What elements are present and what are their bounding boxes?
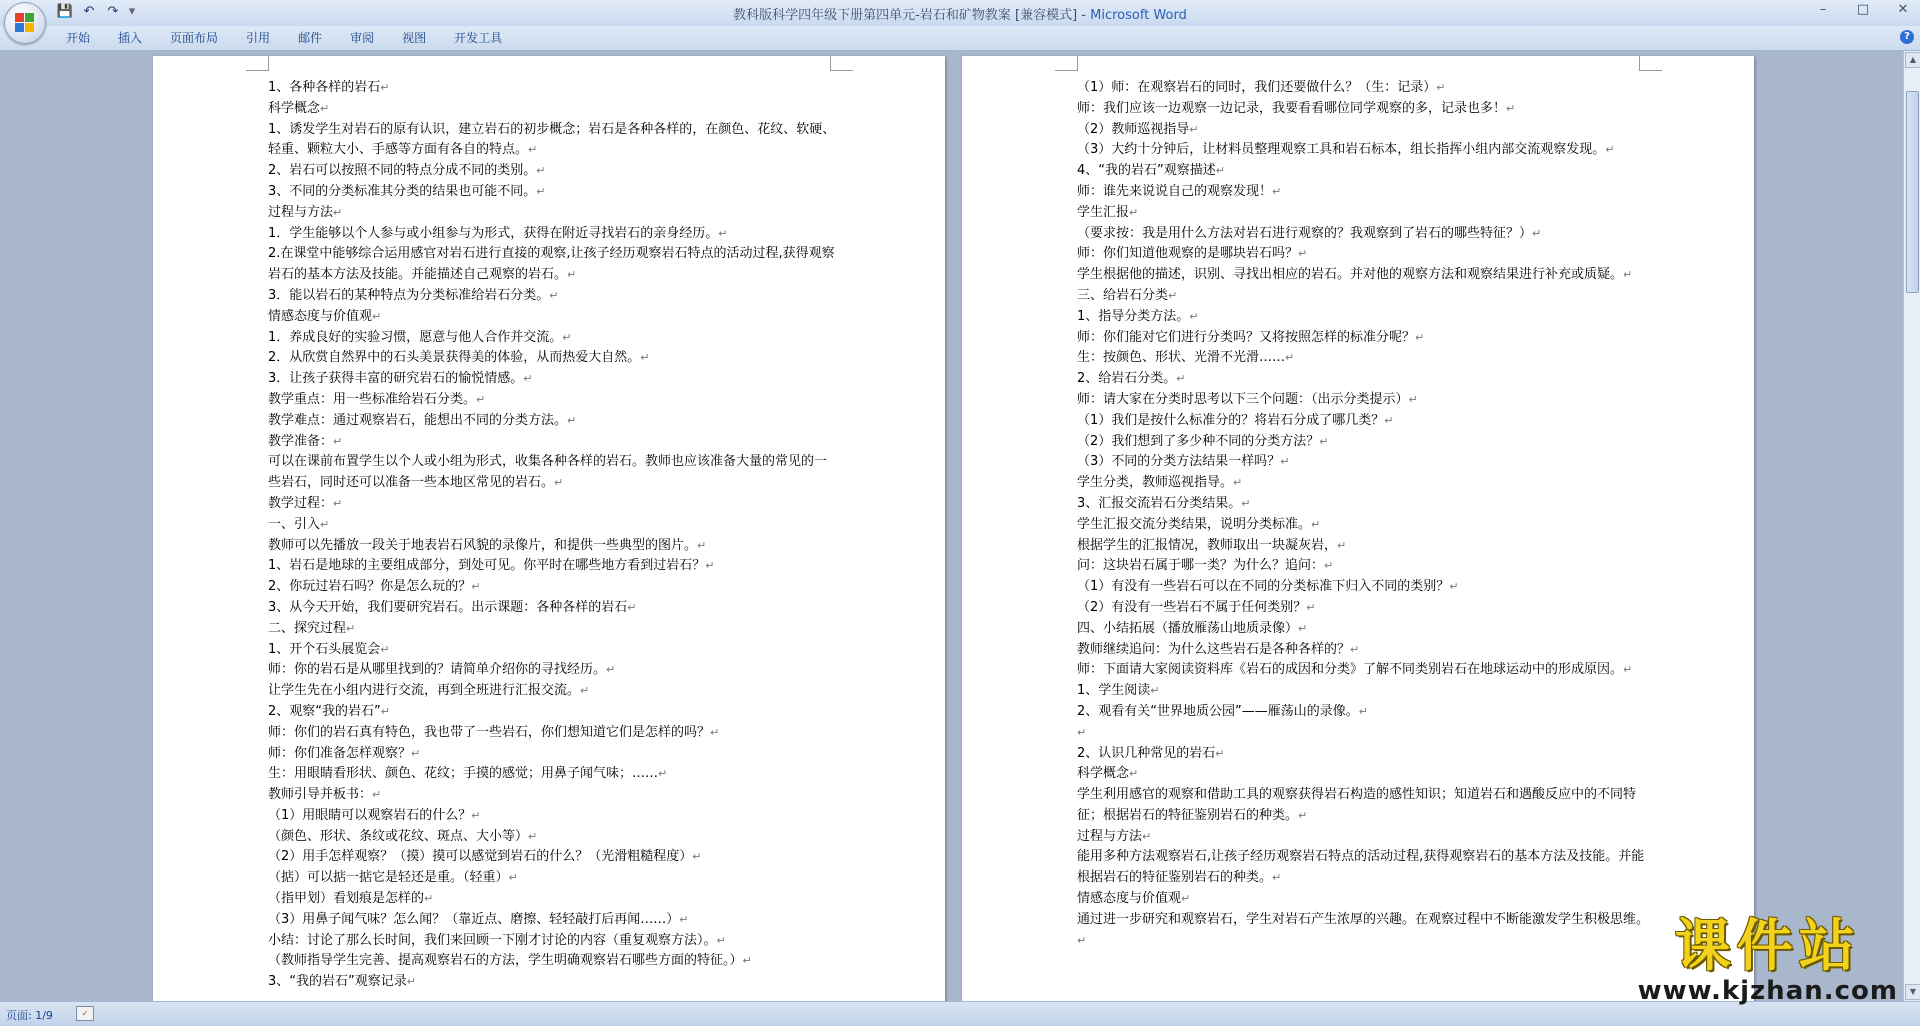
watermark-url: www.kjzhan.com [1637, 976, 1898, 1006]
paragraph [268, 494, 838, 515]
paragraph-text: 2、观察“我的岩石” [268, 703, 381, 719]
paragraph-text: （2）有没有一些岩石不属于任何类别？ [1077, 599, 1307, 615]
paragraph [268, 120, 838, 162]
window-controls [1812, 2, 1914, 17]
paragraph [1077, 847, 1652, 889]
paragraph [1077, 99, 1652, 120]
paragraph-text: 师：下面请大家阅读资料库《岩石的成因和分类》了解不同类别岩石在地球运动中的形成原因。 [1077, 662, 1624, 678]
paragraph-mark-icon: ↵ [1449, 580, 1459, 594]
paragraph [1077, 473, 1652, 494]
paragraph-text: 三、给岩石分类 [1077, 287, 1169, 303]
paragraph-mark-icon: ↵ [380, 642, 390, 656]
paragraph-mark-icon: ↵ [528, 143, 538, 157]
document-page-2[interactable] [962, 56, 1754, 1001]
paragraph-text: 1、开个石头展览会 [268, 641, 381, 657]
paragraph-text: 根据学生的汇报情况，教师取出一块凝灰岩， [1077, 537, 1338, 553]
paragraph-mark-icon: ↵ [411, 746, 421, 760]
paragraph-mark-icon: ↵ [1298, 247, 1308, 261]
paragraph-mark-icon: ↵ [476, 392, 486, 406]
paragraph-mark-icon: ↵ [523, 372, 533, 386]
paragraph-mark-icon: ↵ [658, 767, 668, 781]
paragraph [1077, 182, 1652, 203]
paragraph-mark-icon: ↵ [1077, 725, 1087, 739]
paragraph-mark-icon: ↵ [679, 912, 689, 926]
site-watermark [1637, 914, 1898, 1006]
paragraph-text: 能用多种方法观察岩石,让孩子经历观察岩石特点的活动过程,获得观察岩石的基本方法及技能。并能根据岩石的特征鉴别岩石的种类。 [1077, 849, 1645, 886]
paragraph-text: （1）用眼睛可以观察岩石的什么？ [268, 807, 472, 823]
paragraph-mark-icon: ↵ [1324, 559, 1334, 573]
paragraph-text: 1、学生阅读 [1077, 683, 1151, 699]
paragraph [1077, 286, 1652, 307]
paragraph-mark-icon: ↵ [536, 164, 546, 178]
paragraph-mark-icon: ↵ [1436, 81, 1446, 94]
paragraph-text: 学生分类，教师巡视指导。 [1077, 475, 1234, 491]
paragraph-text: 2．从欣赏自然界中的石头美景获得美的体验，从而热爱大自然。 [268, 350, 641, 366]
redo-icon[interactable]: ↷ [107, 4, 119, 19]
paragraph [268, 369, 838, 390]
paragraph-mark-icon: ↵ [471, 808, 481, 822]
tab-view[interactable]: 视图 [402, 31, 427, 45]
paragraph-mark-icon: ↵ [508, 871, 518, 885]
paragraph [1077, 224, 1652, 245]
paragraph [1077, 432, 1652, 453]
vertical-scrollbar[interactable] [1903, 51, 1920, 1001]
paragraph-text: 可以在课前布置学生以个人或小组为形式，收集各种各样的岩石。教师也应该准备大量的常见的一些岩石，同时还可以准备一些本地区常见的岩石。 [268, 454, 828, 491]
paragraph [1077, 764, 1652, 785]
paragraph-mark-icon: ↵ [606, 663, 616, 677]
paragraph-mark-icon: ↵ [372, 309, 382, 323]
paragraph [1077, 348, 1652, 369]
paragraph-text: 四、小结拓展（播放雁荡山地质录像） [1077, 620, 1299, 636]
maximize-button[interactable]: □ [1856, 2, 1870, 17]
document-area [0, 51, 1904, 1001]
paragraph-mark-icon: ↵ [1129, 767, 1139, 781]
paragraph [1077, 244, 1652, 265]
paragraph [268, 972, 838, 993]
paragraph-text: 科学概念 [268, 100, 321, 116]
tab-insert[interactable]: 插入 [118, 31, 143, 45]
paragraph [268, 432, 838, 453]
undo-icon[interactable]: ↶ [83, 4, 95, 19]
paragraph [1077, 265, 1652, 286]
paragraph-mark-icon: ↵ [718, 226, 728, 240]
paragraph-text: 师：你们准备怎样观察？ [268, 745, 412, 761]
paragraph-text: （3）用鼻子闻气味？怎么闻？（靠近点、磨擦、轻轻敲打后再闻……） [268, 911, 680, 927]
close-button[interactable]: ✕ [1897, 2, 1909, 17]
paragraph-text: 师：你们的岩石真有特色，我也带了一些岩石，你们想知道它们是怎样的吗？ [268, 724, 711, 740]
paragraph-mark-icon: ↵ [1129, 205, 1139, 219]
paragraph-mark-icon: ↵ [1319, 434, 1329, 448]
paragraph [268, 536, 838, 557]
paragraph-text: （掂）可以掂一掂它是轻还是重。（轻重） [268, 870, 509, 886]
paragraph-mark-icon: ↵ [333, 496, 343, 510]
paragraph [1077, 120, 1652, 141]
paragraph-text: 一、引入 [268, 516, 321, 532]
paragraph-text: 教学准备： [268, 433, 334, 449]
paragraph-mark-icon: ↵ [471, 580, 481, 594]
paragraph-text: （3）大约十分钟后，让材料员整理观察工具和岩石标本，组长指挥小组内部交流观察发现。 [1077, 142, 1606, 158]
paragraph-mark-icon: ↵ [627, 600, 637, 614]
paragraph-mark-icon: ↵ [580, 684, 590, 698]
paragraph-text: 1．学生能够以个人参与或小组参与为形式，获得在附近寻找岩石的亲身经历。 [268, 225, 719, 241]
page-margin-corner [1639, 56, 1662, 71]
paragraph-mark-icon: ↵ [333, 205, 343, 219]
paragraph-mark-icon: ↵ [372, 788, 382, 802]
proofing-icon[interactable]: ✓ [76, 1006, 94, 1021]
paragraph-text: （颜色、形状、条纹或花纹、斑点、大小等） [268, 828, 529, 844]
paragraph-text: （2）教师巡视指导 [1077, 121, 1190, 137]
paragraph-text: 3、汇报交流岩石分类结果。 [1077, 495, 1242, 511]
paragraph [268, 744, 838, 765]
qat-customize-icon[interactable]: ▾ [128, 4, 136, 19]
paragraph-text: 教师继续追问：为什么这些岩石是各种各样的？ [1077, 641, 1351, 657]
paragraph [1077, 78, 1652, 99]
paragraph-mark-icon: ↵ [1215, 164, 1225, 178]
paragraph-mark-icon: ↵ [1605, 143, 1615, 157]
paragraph-mark-icon: ↵ [1189, 309, 1199, 323]
help-icon[interactable]: ? [1900, 30, 1914, 44]
paragraph-text: 情感态度与价值观 [1077, 891, 1182, 907]
paragraph [268, 286, 838, 307]
document-title: 教科版科学四年级下册第四单元-岩石和矿物教案 [兼容模式] [733, 8, 1078, 23]
paragraph-text: 教学过程： [268, 495, 334, 511]
paragraph-text: 1、岩石是地球的主要组成部分，到处可见。你平时在哪些地方看到过岩石？ [268, 558, 706, 574]
paragraph-text: 生：用眼睛看形状、颜色、花纹；手摸的感觉；用鼻子闻气味；…… [268, 766, 659, 782]
paragraph [268, 764, 838, 785]
paragraph [1077, 369, 1652, 390]
paragraph-mark-icon: ↵ [1337, 538, 1347, 552]
paragraph [1077, 640, 1652, 661]
paragraph-text: （指甲划）看划痕是怎样的 [268, 891, 425, 907]
paragraph [1077, 723, 1652, 744]
paragraph-mark-icon: ↵ [1272, 871, 1282, 885]
paragraph [1077, 515, 1652, 536]
paragraph [1077, 494, 1652, 515]
paragraph [268, 307, 838, 328]
paragraph-mark-icon: ↵ [562, 330, 572, 344]
paragraph-mark-icon: ↵ [1168, 288, 1178, 302]
paragraph-mark-icon: ↵ [380, 704, 390, 718]
paragraph [268, 681, 838, 702]
status-bar [0, 1001, 1920, 1026]
paragraph [268, 348, 838, 369]
paragraph [268, 806, 838, 827]
page-1-text[interactable] [268, 78, 838, 993]
paragraph-mark-icon: ↵ [1350, 642, 1360, 656]
window-title [0, 4, 1920, 23]
paragraph-text: 科学概念 [1077, 766, 1130, 782]
paragraph-mark-icon: ↵ [1415, 330, 1425, 344]
paragraph [1077, 452, 1652, 473]
paragraph-text: 通过进一步研究和观察岩石，学生对岩石产生浓厚的兴趣。在观察过程中不断能激发学生积极思维。 [1077, 911, 1650, 927]
paragraph-text: 教师引导并板书： [268, 787, 373, 803]
paragraph [1077, 161, 1652, 182]
paragraph-mark-icon: ↵ [1150, 684, 1160, 698]
paragraph [268, 411, 838, 432]
paragraph-mark-icon: ↵ [567, 413, 577, 427]
paragraph [268, 619, 838, 640]
paragraph-mark-icon: ↵ [1298, 808, 1308, 822]
paragraph-text: 4、“我的岩石”观察描述 [1077, 163, 1216, 179]
page-count[interactable]: 页面: 1/9 [6, 1009, 53, 1022]
tab-developer[interactable]: 开发工具 [454, 31, 503, 45]
paragraph-mark-icon: ↵ [1189, 122, 1199, 136]
paragraph-text: 3、不同的分类标准其分类的结果也可能不同。 [268, 183, 537, 199]
paragraph-text: 3、“我的岩石”观察记录 [268, 974, 407, 990]
paragraph [1077, 889, 1652, 910]
paragraph-mark-icon: ↵ [1272, 184, 1282, 198]
paragraph [268, 390, 838, 411]
tab-review[interactable]: 审阅 [350, 31, 375, 45]
paragraph [268, 889, 838, 910]
paragraph-text: （1）有没有一些岩石可以在不同的分类标准下归入不同的类别？ [1077, 579, 1450, 595]
paragraph-text: 3．能以岩石的某种特点为分类标准给岩石分类。 [268, 287, 550, 303]
watermark-title: 课件站 [1674, 914, 1861, 979]
paragraph [268, 931, 838, 952]
paragraph-mark-icon: ↵ [640, 351, 650, 365]
paragraph-mark-icon: ↵ [333, 434, 343, 448]
paragraph-text: 教学难点：通过观察岩石，能想出不同的分类方法。 [268, 412, 568, 428]
page-2-text[interactable] [1077, 78, 1652, 951]
paragraph-text: 师：我们应该一边观察一边记录，我要看看哪位同学观察的多，记录也多！ [1077, 100, 1507, 116]
paragraph-text: 过程与方法 [268, 204, 334, 220]
paragraph [1077, 140, 1652, 161]
minimize-button[interactable]: – [1819, 2, 1827, 17]
paragraph-text: 师：你的岩石是从哪里找到的？请简单介绍你的寻找经历。 [268, 662, 607, 678]
page-margin-corner [830, 56, 853, 71]
paragraph-mark-icon: ↵ [1176, 372, 1186, 386]
paragraph-text: 师：请大家在分类时思考以下三个问题：（出示分类提示） [1077, 391, 1409, 407]
paragraph-text: （教师指导学生完善、提高观察岩石的方法，学生明确观察岩石哪些方面的特征。） [268, 953, 743, 969]
paragraph-text: 2.在课堂中能够综合运用感官对岩石进行直接的观察,让孩子经历观察岩石特点的活动过程,获得观察岩石的基本方法及技能。并能描述自己观察的岩石。 [268, 246, 835, 283]
office-button[interactable] [4, 2, 46, 44]
ribbon-tab-list [52, 30, 516, 46]
paragraph [268, 827, 838, 848]
paragraph [268, 785, 838, 806]
paragraph-text: 3、从今天开始，我们要研究岩石。出示课题：各种各样的岩石 [268, 599, 628, 615]
paragraph-mark-icon: ↵ [1215, 746, 1225, 760]
paragraph-text: 2、你玩过岩石吗？你是怎么玩的？ [268, 579, 472, 595]
paragraph-mark-icon: ↵ [320, 517, 330, 531]
paragraph [1077, 556, 1652, 577]
page-margin-corner [246, 56, 269, 71]
paragraph [1077, 702, 1652, 723]
paragraph-mark-icon: ↵ [424, 892, 434, 906]
paragraph-mark-icon: ↵ [1233, 476, 1243, 490]
paragraph-text: 师：你们知道他观察的是哪块岩石吗？ [1077, 246, 1299, 262]
paragraph-text: 3．让孩子获得丰富的研究岩石的愉悦情感。 [268, 371, 524, 387]
paragraph [268, 640, 838, 661]
paragraph-text: 情感态度与价值观 [268, 308, 373, 324]
paragraph [1077, 827, 1652, 848]
paragraph-text: 2、岩石可以按照不同的特点分成不同的类别。 [268, 163, 537, 179]
paragraph-mark-icon: ↵ [554, 476, 564, 490]
tab-home[interactable]: 开始 [66, 31, 91, 45]
paragraph [268, 224, 838, 245]
scrollbar-thumb[interactable] [1906, 91, 1919, 293]
paragraph-mark-icon: ↵ [380, 81, 390, 94]
paragraph-text: 教师可以先播放一段关于地表岩石风貌的录像片，和提供一些典型的图片。 [268, 537, 698, 553]
paragraph-mark-icon: ↵ [1306, 600, 1316, 614]
paragraph [268, 598, 838, 619]
paragraph [268, 78, 838, 99]
paragraph-mark-icon: ↵ [742, 954, 752, 968]
paragraph-mark-icon: ↵ [536, 184, 546, 198]
paragraph-text: （1）我们是按什么标准分的？将岩石分成了哪几类？ [1077, 412, 1385, 428]
paragraph [1077, 598, 1652, 619]
paragraph [1077, 619, 1652, 640]
paragraph-mark-icon: ↵ [1532, 226, 1542, 240]
paragraph-text: 教学重点：用一些标准给岩石分类。 [268, 391, 477, 407]
paragraph-mark-icon: ↵ [1623, 663, 1633, 677]
paragraph-mark-icon: ↵ [1311, 517, 1321, 531]
paragraph [268, 577, 838, 598]
paragraph-text: 过程与方法 [1077, 828, 1143, 844]
paragraph [1077, 536, 1652, 557]
tab-page-layout[interactable]: 页面布局 [170, 31, 219, 45]
paragraph-mark-icon: ↵ [697, 538, 707, 552]
paragraph-text: 1、指导分类方法。 [1077, 308, 1190, 324]
scroll-down-icon[interactable]: ▼ [1905, 984, 1920, 1000]
paragraph-mark-icon: ↵ [549, 288, 559, 302]
paragraph [1077, 390, 1652, 411]
paragraph-mark-icon: ↵ [1358, 704, 1368, 718]
paragraph [268, 951, 838, 972]
paragraph-mark-icon: ↵ [346, 621, 356, 635]
paragraph [268, 660, 838, 681]
paragraph-text: 二、探究过程 [268, 620, 347, 636]
paragraph [268, 556, 838, 577]
paragraph-text: （1）师：在观察岩石的同时，我们还要做什么？（生：记录） [1077, 80, 1437, 95]
paragraph [1077, 785, 1652, 827]
paragraph-mark-icon: ↵ [567, 268, 577, 282]
scroll-up-icon[interactable]: ▲ [1905, 52, 1920, 68]
paragraph-text: 学生根据他的描述，识别、寻找出相应的岩石。并对他的观察方法和观察结果进行补充或质疑。 [1077, 267, 1624, 283]
paragraph-mark-icon: ↵ [716, 933, 726, 947]
paragraph-text: 问：这块岩石属于哪一类？为什么？追问： [1077, 558, 1325, 574]
paragraph [268, 702, 838, 723]
paragraph [268, 515, 838, 536]
paragraph [268, 99, 838, 120]
paragraph [1077, 307, 1652, 328]
paragraph [268, 244, 838, 286]
app-name: Microsoft Word [1090, 8, 1187, 23]
document-page-1[interactable] [153, 56, 945, 1001]
paragraph [268, 868, 838, 889]
paragraph-mark-icon: ↵ [1241, 496, 1251, 510]
paragraph-text: （3）不同的分类方法结果一样吗？ [1077, 454, 1281, 470]
paragraph [1077, 744, 1652, 765]
paragraph-text: 1、诱发学生对岩石的原有认识，建立岩石的初步概念；岩石是各种各样的，在颜色、花纹、软硬、轻重、颗粒大小、手感等方面有各自的特点。 [268, 121, 836, 158]
paragraph-text: 2、认识几种常见的岩石 [1077, 745, 1216, 761]
paragraph-mark-icon: ↵ [1408, 392, 1418, 406]
paragraph-mark-icon: ↵ [1298, 621, 1308, 635]
paragraph [268, 203, 838, 224]
paragraph [268, 182, 838, 203]
paragraph-mark-icon: ↵ [320, 101, 330, 115]
paragraph [1077, 910, 1652, 952]
paragraph-text: 1．养成良好的实验习惯，愿意与他人合作并交流。 [268, 329, 563, 345]
paragraph-mark-icon: ↵ [1384, 413, 1394, 427]
paragraph-mark-icon: ↵ [1285, 351, 1295, 365]
paragraph [1077, 411, 1652, 432]
paragraph-text: 让学生先在小组内进行交流，再到全班进行汇报交流。 [268, 683, 581, 699]
paragraph [268, 910, 838, 931]
office-logo-icon [15, 13, 35, 33]
paragraph-text: 1、各种各样的岩石 [268, 80, 381, 95]
paragraph-text: 2、观看有关“世界地质公园”——雁荡山的录像。 [1077, 703, 1359, 719]
paragraph-mark-icon: ↵ [705, 559, 715, 573]
paragraph-mark-icon: ↵ [1280, 455, 1290, 469]
paragraph [268, 452, 838, 494]
paragraph [1077, 577, 1652, 598]
paragraph [1077, 681, 1652, 702]
title-separator: - [1077, 8, 1091, 23]
paragraph-text: 小结：讨论了那么长时间，我们来回顾一下刚才讨论的内容（重复观察方法）。 [268, 932, 717, 948]
paragraph [268, 328, 838, 349]
paragraph-mark-icon: ↵ [710, 725, 720, 739]
paragraph-text: 师：你们能对它们进行分类吗？又将按照怎样的标准分呢？ [1077, 329, 1416, 345]
paragraph-text: （2）用手怎样观察？（摸）摸可以感觉到岩石的什么？（光滑粗糙程度） [268, 849, 693, 865]
tab-references[interactable]: 引用 [246, 31, 271, 45]
paragraph-mark-icon: ↵ [1623, 268, 1633, 282]
page-margin-corner [1055, 56, 1078, 71]
paragraph-mark-icon: ↵ [1142, 829, 1152, 843]
paragraph [268, 847, 838, 868]
paragraph-mark-icon: ↵ [528, 829, 538, 843]
title-bar [0, 0, 1920, 27]
paragraph-text: 2、给岩石分类。 [1077, 371, 1177, 387]
paragraph-text: （要求按：我是用什么方法对岩石进行观察的？我观察到了岩石的哪些特征？） [1077, 225, 1533, 241]
tab-mailings[interactable]: 邮件 [298, 31, 323, 45]
paragraph-text: 学生汇报 [1077, 204, 1130, 220]
paragraph [1077, 328, 1652, 349]
paragraph [268, 723, 838, 744]
paragraph-mark-icon: ↵ [1077, 933, 1087, 947]
paragraph-text: 生：按颜色、形状、光滑不光滑…… [1077, 350, 1286, 366]
paragraph-text: 学生利用感官的观察和借助工具的观察获得岩石构造的感性知识；知道岩石和遇酸反应中的不同特征；根据岩石的特征鉴别岩石的种类。 [1077, 787, 1637, 823]
ribbon-tabs [0, 26, 1920, 51]
paragraph [1077, 203, 1652, 224]
paragraph [1077, 660, 1652, 681]
paragraph-text: （2）我们想到了多少种不同的分类方法？ [1077, 433, 1320, 449]
paragraph-mark-icon: ↵ [1506, 101, 1516, 115]
paragraph-mark-icon: ↵ [406, 975, 416, 989]
paragraph-mark-icon: ↵ [1181, 892, 1191, 906]
paragraph [268, 161, 838, 182]
paragraph-mark-icon: ↵ [692, 850, 702, 864]
paragraph-text: 学生汇报交流分类结果，说明分类标准。 [1077, 516, 1312, 532]
paragraph-text: 师：谁先来说说自己的观察发现！ [1077, 183, 1273, 199]
save-icon[interactable]: 💾 [56, 4, 74, 19]
